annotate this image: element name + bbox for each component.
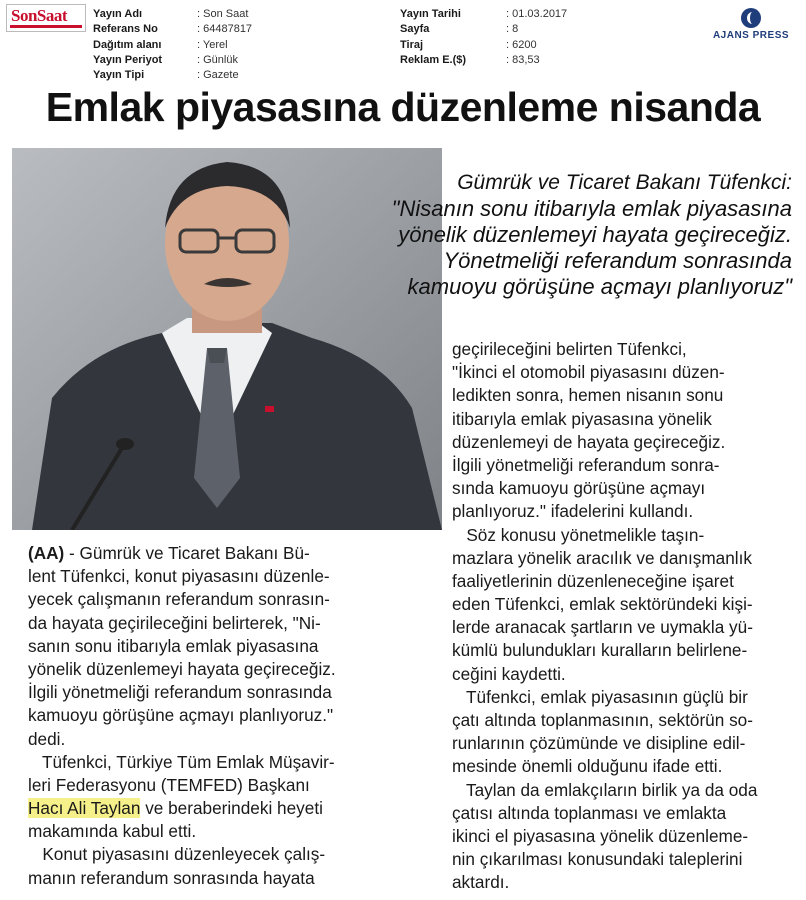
- text-line: çatısı altında toplanması ve emlakta: [452, 802, 727, 823]
- text-line: "İkinci el otomobil piyasasını düzen-: [452, 362, 725, 383]
- meta-row: Tiraj : 6200: [400, 38, 537, 51]
- pull-quote: [352, 170, 792, 300]
- text-line: da hayata geçirileceğini belirterek, "Ni-: [28, 612, 321, 633]
- text-line: geçirileceğini belirten Tüfenkci,: [452, 339, 687, 359]
- text-line: aktardı.: [452, 872, 510, 893]
- text-line: runlarının çözümünde ve disipline edil-: [452, 733, 746, 754]
- logo-text: SonSaat: [11, 6, 68, 25]
- meta-row: Sayfa : 8: [400, 23, 519, 36]
- text-line: nin çıkarılması konusundaki taleplerini: [452, 849, 743, 870]
- text-line: Tüfenkci, emlak piyasasının güçlü bir: [452, 686, 748, 707]
- text-line: itibarıyla emlak piyasasına yönelik: [452, 408, 712, 429]
- text-line: İlgili yönetmeliği referandum sonra-: [452, 454, 720, 475]
- meta-row: Referans No : 64487817: [93, 23, 253, 36]
- text-line: İlgili yönetmeliği referandum sonrasında: [28, 682, 332, 703]
- text-line: lerde aranacak şartların ve uymakla yü-: [452, 617, 753, 638]
- text-line: düzenlemeyi de hayata geçireceğiz.: [452, 431, 726, 452]
- quote-line: kamuoyu görüşüne açmayı planlıyoruz": [407, 274, 792, 299]
- text-line: mesinde önemli olduğunu ifade etti.: [452, 756, 723, 777]
- quote-line: yönelik düzenlemeyi hayata geçireceğiz.: [398, 222, 792, 247]
- text-line: yönelik düzenlemeyi hayata geçireceğiz.: [28, 658, 336, 679]
- text-line: dedi.: [28, 728, 66, 749]
- text-line: lent Tüfenkci, konut piyasasını düzenle-: [28, 566, 330, 587]
- text-line: Hacı Ali Taylan ve beraberindeki heyeti: [28, 798, 323, 819]
- meta-row: Dağıtım alanı : Yerel: [93, 38, 228, 51]
- source-tag: (AA): [28, 543, 65, 563]
- headline: Emlak piyasasına düzenleme nisanda: [45, 84, 761, 130]
- clipping-header: [0, 0, 806, 82]
- quote-heading: Gümrük ve Ticaret Bakanı Tüfenkci:: [457, 171, 792, 194]
- meta-row: Yayın Tarihi : 01.03.2017: [400, 8, 568, 20]
- article-column-right: [452, 338, 797, 895]
- meta-left: [93, 7, 252, 83]
- ajans-press-label: AJANS PRESS: [712, 30, 790, 41]
- ajans-press-logo: [706, 8, 796, 48]
- article-column-left: [28, 542, 428, 890]
- text-line: faaliyetlerinin düzenleneceğine işaret: [452, 570, 734, 591]
- text-line: Konut piyasasını düzenleyecek çalış-: [28, 844, 326, 865]
- meta-right: [400, 7, 567, 68]
- text-line: Taylan da emlakçıların birlik ya da oda: [452, 779, 758, 800]
- text-line: ceğini kaydetti.: [452, 663, 566, 684]
- highlighted-name: Hacı Ali Taylan: [28, 798, 141, 819]
- text-line: leri Federasyonu (TEMFED) Başkanı: [28, 774, 310, 795]
- quote-line: "Nisanın sonu itibarıyla emlak piyasasına: [391, 196, 792, 221]
- text-line: makamında kabul etti.: [28, 821, 197, 842]
- sonsaat-logo: [6, 4, 86, 32]
- text-line: Söz konusu yönetmelikle taşın-: [452, 524, 705, 545]
- text-line: sında kamuoyu görüşüne açmayı: [452, 478, 706, 499]
- text-line: ledikten sonra, hemen nisanın sonu: [452, 385, 724, 406]
- text-line: kamuoyu görüşüne açmayı planlıyoruz.": [28, 705, 334, 726]
- text-line: Tüfenkci, Türkiye Tüm Emlak Müşavir-: [28, 751, 335, 772]
- meta-row: Yayın Periyot : Günlük: [93, 53, 238, 66]
- text-line: çatı altında toplanmasının, sektörün so-: [452, 710, 753, 730]
- text-line: planlıyoruz." ifadelerini kullandı.: [452, 501, 694, 522]
- text-line: eden Tüfenkci, emlak sektöründeki kişi-: [452, 594, 753, 615]
- text-line: ikinci el piyasasına yönelik düzenleme-: [452, 825, 749, 846]
- text-line: mazlara yönelik aracılık ve danışmanlık: [452, 547, 752, 568]
- meta-row: Yayın Tipi : Gazete: [93, 69, 239, 82]
- text-line: kümlü bulundukları kuralların belirlene-: [452, 640, 748, 661]
- text-line: manın referandum sonrasında hayata: [28, 867, 315, 888]
- text-line: sanın sonu itibarıyla emlak piyasasına: [28, 635, 319, 656]
- ajans-press-icon: [741, 8, 761, 28]
- logo-underline: [10, 25, 82, 28]
- meta-row: Yayın Adı : Son Saat: [93, 8, 249, 20]
- quote-line: Yönetmeliği referandum sonrasında: [443, 248, 792, 273]
- text-line: (AA) - Gümrük ve Ticaret Bakanı Bü-: [28, 543, 310, 563]
- meta-row: Reklam E.($) : 83,53: [400, 53, 540, 66]
- text-line: yecek çalışmanın referandum sonrasın-: [28, 589, 330, 610]
